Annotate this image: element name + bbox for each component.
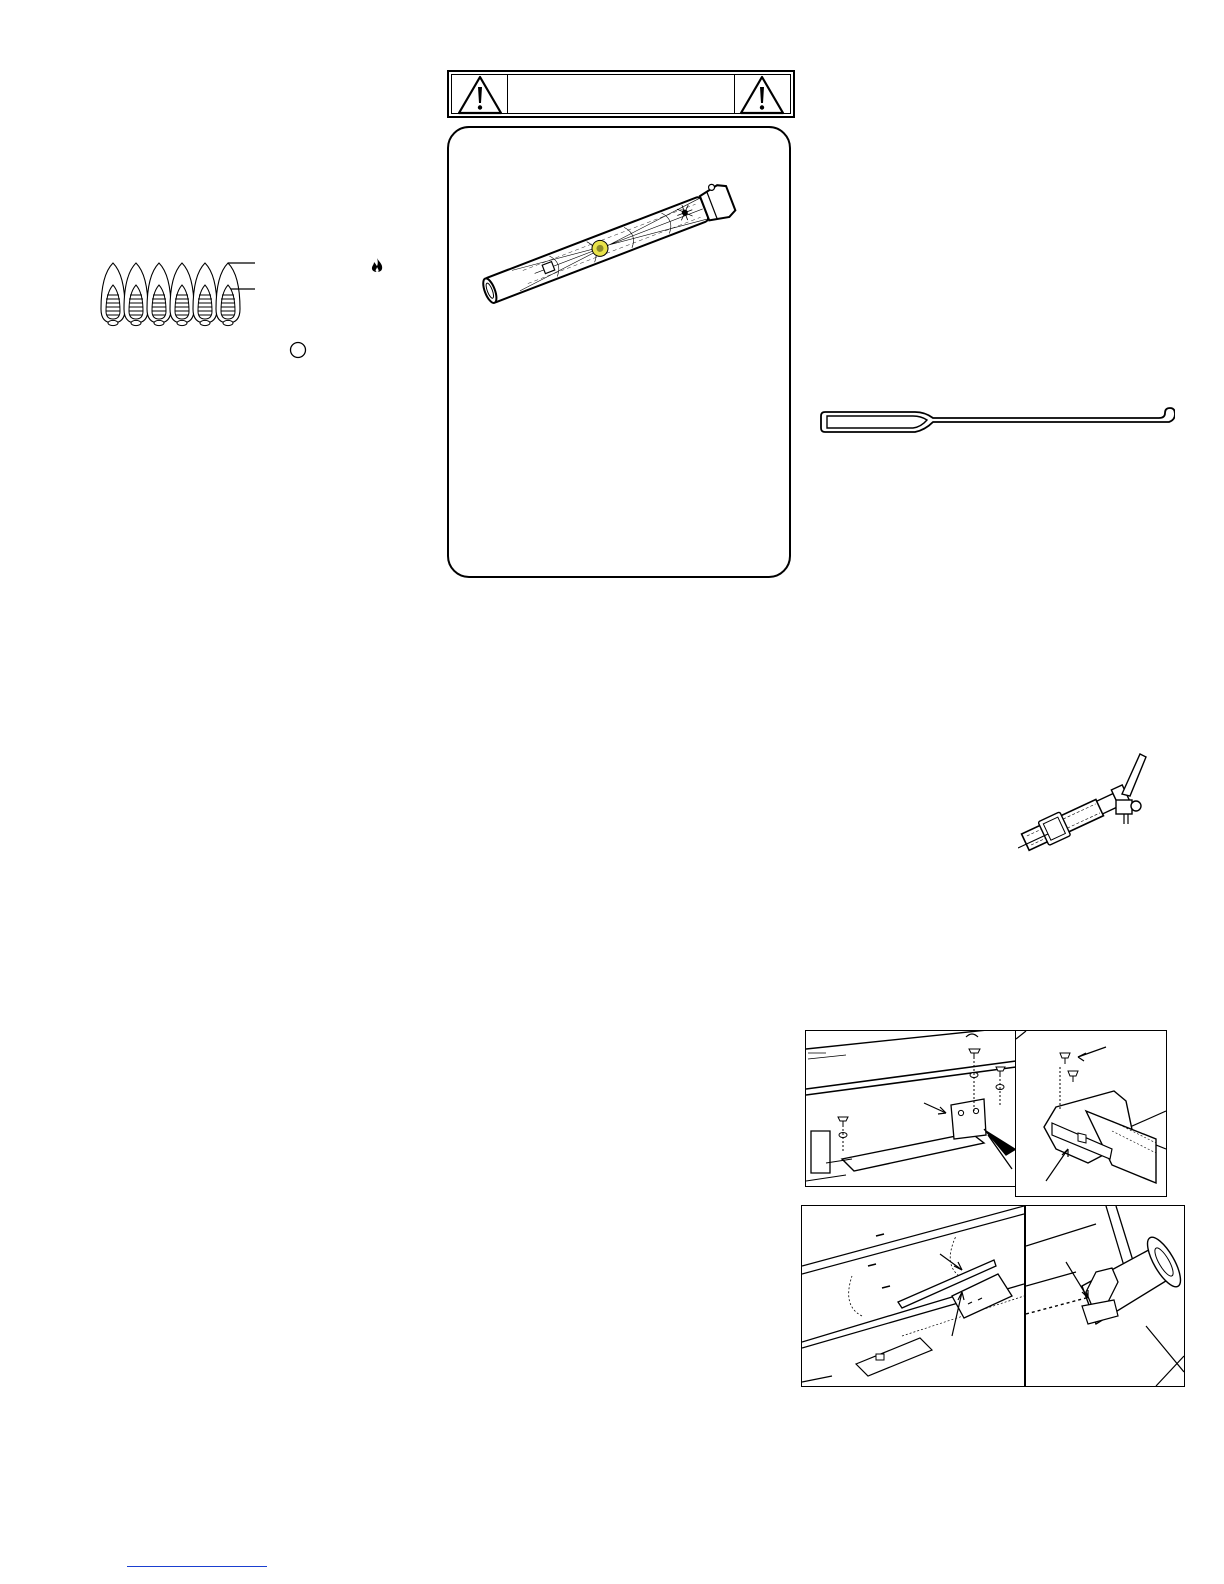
burner-install-panel-2 xyxy=(1015,1030,1167,1197)
warning-banner xyxy=(447,70,795,118)
flame-icon xyxy=(370,257,384,275)
flame-diagram xyxy=(95,245,415,365)
burner-install-panel-1 xyxy=(805,1030,1017,1187)
burner-tube-spider-illustration xyxy=(469,178,759,308)
burner-install-panel-4 xyxy=(1025,1205,1185,1387)
burner-valve-illustration xyxy=(1018,752,1148,852)
cleaning-hook-illustration xyxy=(815,398,1175,442)
spider-warning-panel xyxy=(447,126,791,578)
warning-banner-text xyxy=(511,84,731,104)
warning-triangle-icon xyxy=(457,75,503,115)
warning-triangle-icon xyxy=(739,75,785,115)
circle-off-icon xyxy=(289,341,307,359)
burner-install-panel-3 xyxy=(801,1205,1025,1387)
footer-link[interactable] xyxy=(127,1550,267,1567)
